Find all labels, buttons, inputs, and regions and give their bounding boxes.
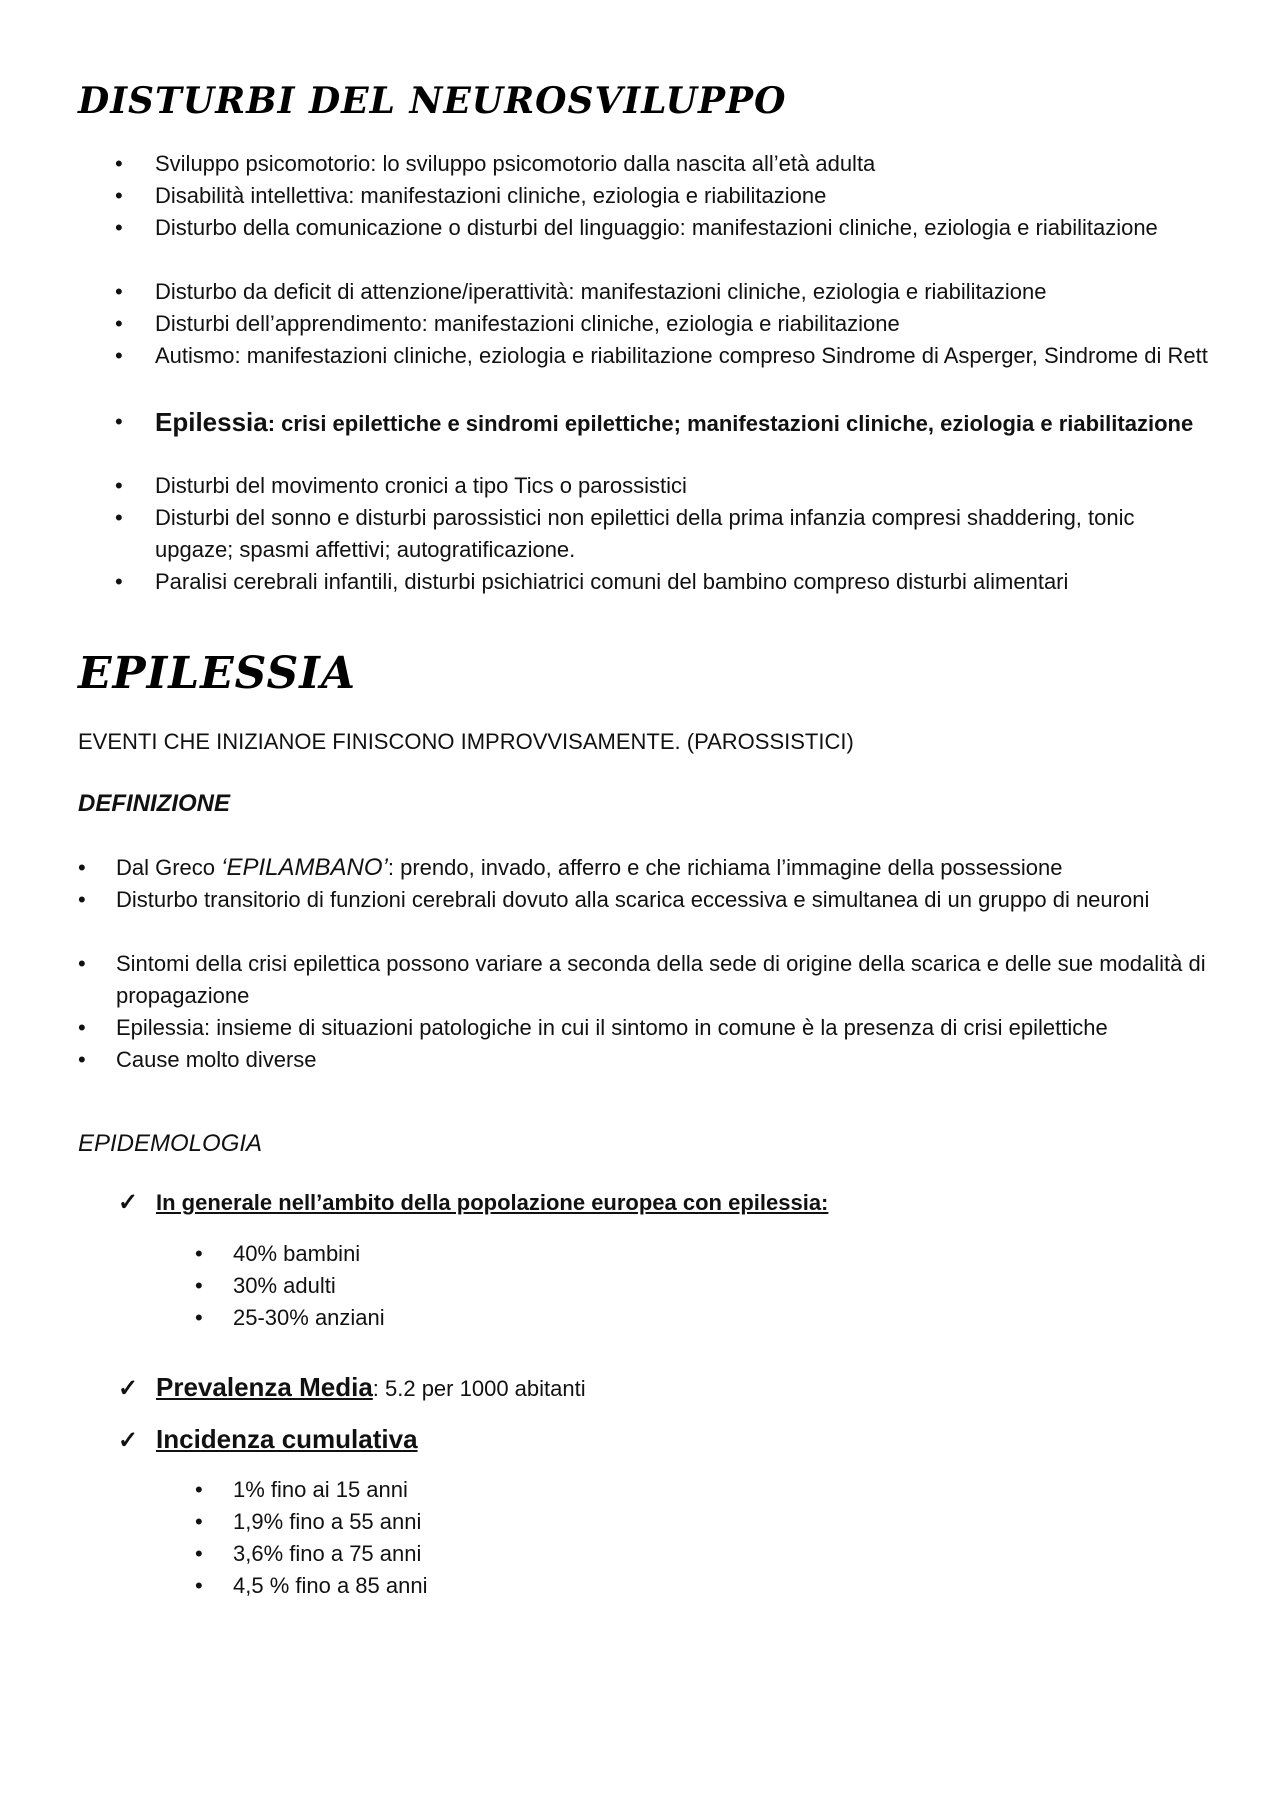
- list-item-epilessia: [155, 406, 1215, 440]
- list-item: Autismo: manifestazioni cliniche, eziologia e riabilitazione compreso Sindrome di Asperger, Sindrome di Rett: [155, 343, 1208, 368]
- def-pre: Dal Greco: [116, 855, 222, 880]
- list-item: Sviluppo psicomotorio: lo sviluppo psicomotorio dalla nascita all’età adulta: [155, 151, 876, 176]
- list-item: 1% fino ai 15 anni: [233, 1477, 408, 1502]
- list-item: [116, 852, 1206, 884]
- list-item: Sintomi della crisi epilettica possono variare a seconda della sede di origine della scarica e delle sue modalità di propagazione: [116, 951, 1206, 1008]
- bullet: •: [115, 183, 123, 208]
- check-icon: ✓: [118, 1427, 139, 1454]
- epilessia-subtitle: EVENTI CHE INIZIANOE FINISCONO IMPROVVISAMENTE. (PAROSSISTICI): [78, 729, 854, 754]
- section-title-neurosviluppo: DISTURBI DEL NEUROSVILUPPO: [78, 80, 787, 122]
- bullet: •: [115, 473, 123, 498]
- list-item: Disturbi dell’apprendimento: manifestazioni cliniche, eziologia e riabilitazione: [155, 311, 900, 336]
- bullet: •: [115, 215, 123, 240]
- bullet: •: [115, 409, 123, 434]
- list-item: Disturbo della comunicazione o disturbi del linguaggio: manifestazioni cliniche, eziologia e riabilitazione: [155, 215, 1158, 240]
- bullet: •: [115, 343, 123, 368]
- list-item: 4,5 % fino a 85 anni: [233, 1573, 428, 1598]
- def-post: : prendo, invado, afferro e che richiama l’immagine della possessione: [387, 855, 1063, 880]
- list-item: 30% adulti: [233, 1273, 336, 1298]
- bullet: •: [195, 1241, 203, 1266]
- list-item: 25-30% anziani: [233, 1305, 385, 1330]
- list-item: Disturbo transitorio di funzioni cerebrali dovuto alla scarica eccessiva e simultanea di un gruppo di neuroni: [116, 887, 1150, 912]
- bullet: •: [78, 887, 86, 912]
- bullet: •: [195, 1509, 203, 1534]
- bullet: •: [78, 1015, 86, 1040]
- bullet: •: [195, 1305, 203, 1330]
- incidenza-label: Incidenza cumulativa: [156, 1424, 418, 1454]
- list-item: 1,9% fino a 55 anni: [233, 1509, 422, 1534]
- bullet: •: [195, 1273, 203, 1298]
- list-item: Epilessia: insieme di situazioni patologiche in cui il sintomo in comune è la presenza di crisi epilettiche: [116, 1015, 1108, 1040]
- bullet: •: [78, 855, 86, 880]
- prevalenza-label: Prevalenza Media: [156, 1372, 373, 1402]
- bullet: •: [195, 1477, 203, 1502]
- epilessia-rest: : crisi epilettiche e sindromi epilettiche; manifestazioni cliniche, eziologia e riabilitazione: [267, 411, 1194, 436]
- epidemiologia-heading: EPIDEMOLOGIA: [78, 1130, 263, 1157]
- list-item: Disabilità intellettiva: manifestazioni cliniche, eziologia e riabilitazione: [155, 183, 827, 208]
- list-item: Paralisi cerebrali infantili, disturbi psichiatrici comuni del bambino compreso disturbi alimentari: [155, 569, 1069, 594]
- bullet: •: [115, 151, 123, 176]
- check-item-popolazione: [118, 1186, 828, 1220]
- epilessia-lead: Epilessia: [155, 407, 268, 437]
- section-title-epilessia: EPILESSIA: [78, 648, 356, 699]
- check-icon: ✓: [118, 1375, 139, 1402]
- bullet: •: [78, 1047, 86, 1072]
- bullet: •: [195, 1573, 203, 1598]
- list-item: Disturbi del movimento cronici a tipo Tics o parossistici: [155, 473, 687, 498]
- bullet: •: [195, 1541, 203, 1566]
- epilambano-term: ‘EPILAMBANO’: [221, 854, 388, 881]
- list-item: 3,6% fino a 75 anni: [233, 1541, 422, 1566]
- prevalenza-value: : 5.2 per 1000 abitanti: [372, 1376, 586, 1401]
- list-item: Disturbi del sonno e disturbi parossistici non epilettici della prima infanzia compresi shaddering, tonic upgaze; spasmi affettivi; autogratificazione.: [155, 505, 1135, 562]
- check1-text: In generale nell’ambito della popolazione europea con epilessia:: [156, 1190, 829, 1215]
- bullet: •: [115, 311, 123, 336]
- check-item-incidenza: [118, 1422, 418, 1458]
- bullet: •: [115, 279, 123, 304]
- list-item: 40% bambini: [233, 1241, 361, 1266]
- list-item: Cause molto diverse: [116, 1047, 317, 1072]
- definizione-heading: DEFINIZIONE: [78, 790, 231, 817]
- bullet: •: [115, 505, 123, 530]
- list-item: Disturbo da deficit di attenzione/iperattività: manifestazioni cliniche, eziologia e riabilitazione: [155, 279, 1047, 304]
- bullet: •: [78, 951, 86, 976]
- check-item-prevalenza: [118, 1370, 586, 1406]
- check-icon: ✓: [118, 1189, 139, 1216]
- bullet: •: [115, 569, 123, 594]
